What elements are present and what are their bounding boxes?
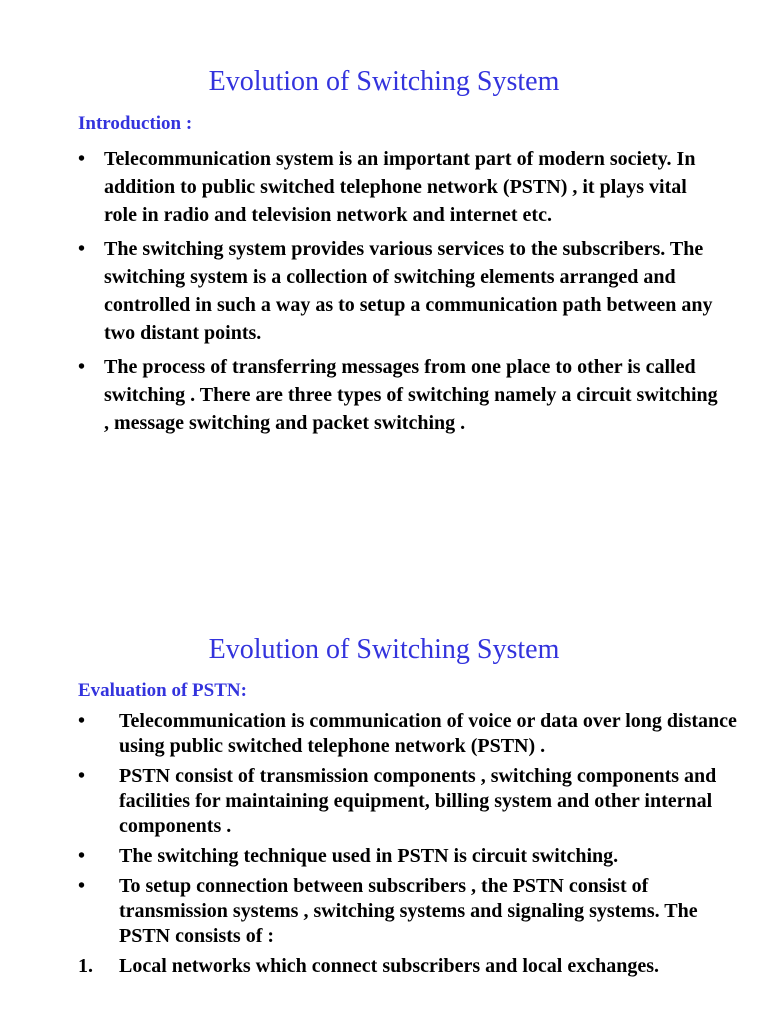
bullet-marker: •: [78, 765, 86, 787]
slide-evaluation-of-pstn: [0, 580, 768, 1024]
bullet-marker: •: [78, 875, 86, 897]
bullet-text: PSTN consist of transmission components , switching components and facilities for maintaining equipment, billing system and other internal components .: [119, 765, 717, 837]
bullet-text: The switching technique used in PSTN is circuit switching.: [119, 845, 619, 867]
bullet-list: [78, 709, 738, 984]
bullet-text: The switching system provides various services to the subscribers. The switching system is a collection of switching elements arranged and controlled in such a way as to setup a communication path between any two distant points.: [104, 238, 713, 344]
numbered-list-item: [78, 954, 738, 979]
list-item: [78, 353, 718, 437]
list-item: [78, 145, 718, 229]
bullet-marker: •: [78, 356, 86, 378]
list-item: [78, 874, 738, 949]
numbered-item-text: Local networks which connect subscribers and local exchanges.: [119, 955, 659, 977]
list-item: [78, 764, 738, 839]
bullet-text: The process of transferring messages from one place to other is called switching . There are three types of switching namely a circuit switching , message switching and packet switching .: [104, 356, 718, 434]
section-heading-pstn: Evaluation of PSTN:: [78, 680, 247, 701]
bullet-text: Telecommunication is communication of voice or data over long distance using public switched telephone network (PSTN) .: [119, 710, 737, 757]
bullet-text: To setup connection between subscribers , the PSTN consist of transmission systems , switching systems and signaling systems. The PSTN consists of :: [119, 875, 698, 947]
list-item: [78, 844, 738, 869]
bullet-list: [78, 145, 718, 443]
number-marker: 1.: [78, 955, 93, 977]
bullet-marker: •: [78, 148, 86, 170]
list-item: [78, 709, 738, 759]
section-heading-introduction: Introduction :: [78, 113, 193, 134]
slide-title: Evolution of Switching System: [208, 634, 560, 665]
slide-title: Evolution of Switching System: [208, 66, 560, 97]
bullet-marker: •: [78, 238, 86, 260]
list-item: [78, 235, 718, 347]
bullet-text: Telecommunication system is an important part of modern society. In addition to public switched telephone network (PSTN) , it plays vital role in radio and television network and internet etc.: [104, 148, 696, 226]
bullet-marker: •: [78, 845, 86, 867]
bullet-marker: •: [78, 710, 86, 732]
